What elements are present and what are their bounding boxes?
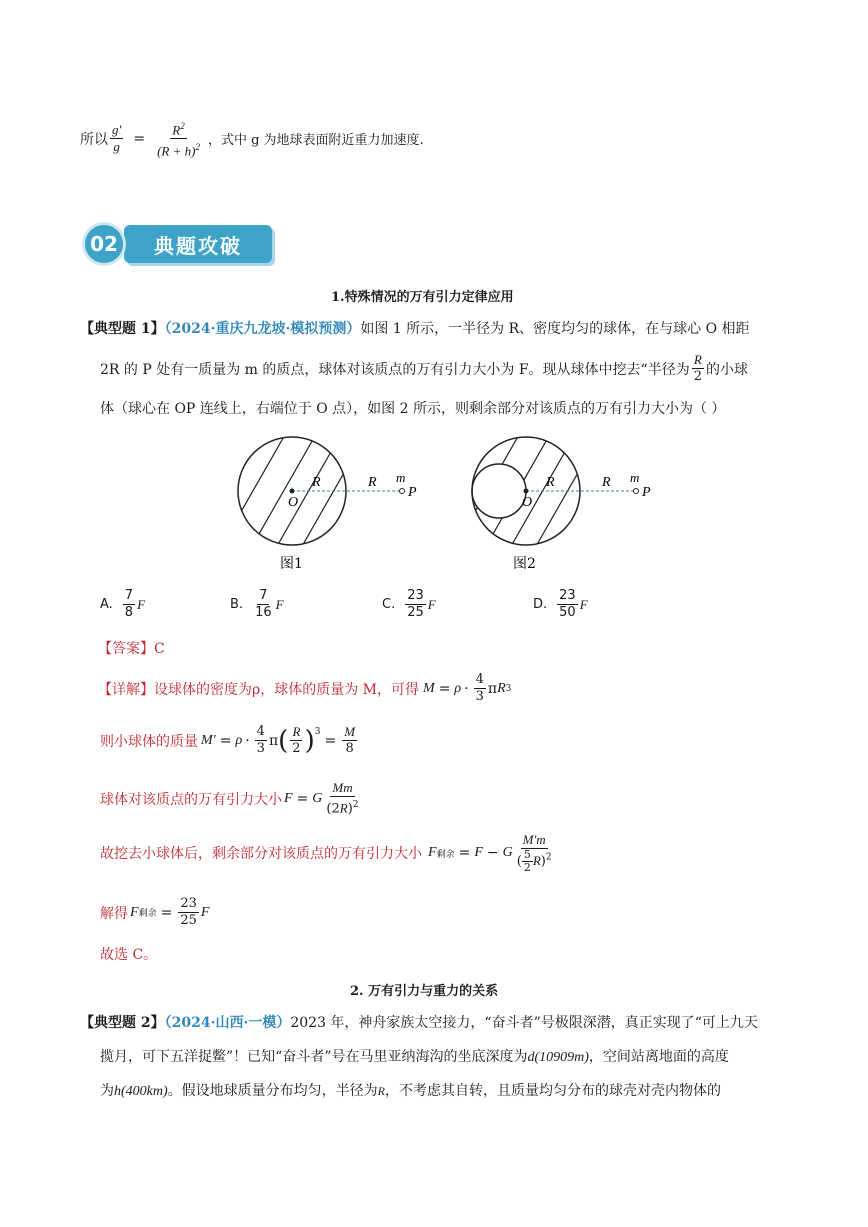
option-c[interactable]: C. $\frac{23}{25}$ F xyxy=(382,588,436,620)
r-half-fraction: $\frac{R}{2}$ xyxy=(693,352,702,384)
section-number: 02 xyxy=(82,222,126,266)
part2-title: 2. 万有引力与重力的关系 xyxy=(350,984,499,999)
fig2-label-R2: R xyxy=(602,475,611,490)
fig1-label-P: P xyxy=(408,485,417,500)
fig2-label-R1: R xyxy=(546,475,555,490)
q2-line2: 揽月，可下五洋捉鳖”！已知“奋斗者”号在马里亚纳海沟的坐底深度为d(10909m)，空间站离地面的高度 xyxy=(100,1049,729,1065)
fig2-caption: 图2 xyxy=(513,556,536,572)
option-b[interactable]: B. $\frac{7}{16}$ F xyxy=(230,588,284,620)
detail-line2: 则小球体的质量 M′ = ρ · $\frac{4}{3}$ π ( $\frac{R}{2}$ ) 3 = $\frac{M}{8}$ xyxy=(100,724,356,756)
fig1-label-O: O xyxy=(288,495,299,510)
intro-suffix: ，式中 g 为地球表面附近重力加速度. xyxy=(207,133,424,149)
q1-tag: 【典型题 1】 xyxy=(80,321,165,337)
q1-line2 xyxy=(100,352,748,385)
r-ratio: $\frac{R^2}{(R + h)^2}$ xyxy=(155,118,202,160)
figure1-sphere xyxy=(230,436,417,576)
q1-text2a: 2R 的 P 处有一质量为 m 的质点，球体对该质点的万有引力大小为 F。现从球体中挖去“半径为 xyxy=(100,361,690,378)
fig1-caption: 图1 xyxy=(280,556,303,572)
detail-line4: 故挖去小球体后，剩余部分对该质点的万有引力大小 F 剩余 = F − G M′m ( $\frac{5}{2}$ R)$^2$ xyxy=(100,832,552,874)
q1-line1 xyxy=(80,318,750,338)
fig2-label-O: O xyxy=(522,495,533,510)
detail-tag: 【详解】 xyxy=(98,681,154,698)
option-d[interactable]: D. $\frac{23}{50}$ F xyxy=(533,588,588,620)
q1-text1: 如图 1 所示，一半径为 R、密度均匀的球体，在与球心 O 相距 xyxy=(360,321,750,337)
answer: 【答案】C xyxy=(98,641,165,657)
detail-line3: 球体对该质点的万有引力大小 F = G $\frac{Mm}{(2R)^2}$ xyxy=(100,780,359,817)
q1-text2b: 的小球 xyxy=(706,361,748,378)
figure-diagrams xyxy=(230,436,680,576)
section-label: 典题攻破 xyxy=(124,225,272,263)
q2-line3: 为h(400km)。假设地球质量分布均匀，半径为R，不考虑其自转，且质量均匀分布的球壳对壳内物体的 xyxy=(100,1083,721,1099)
detail-line6: 故选 C。 xyxy=(100,947,158,963)
fig1-label-R1: R xyxy=(312,475,321,490)
fig2-label-m: m xyxy=(630,470,640,485)
intro-prefix: 所以 xyxy=(80,131,108,148)
fig2-label-P: P xyxy=(642,485,651,500)
q1-line3: 体（球心在 OP 连线上，右端位于 O 点），如图 2 所示，则剩余部分对该质点的万有引力大小为（ ） xyxy=(100,401,726,417)
option-a[interactable]: A. $\frac{7}{8}$ F xyxy=(100,588,146,620)
q2-line1: 【典型题 2】（2024·山西·一模）2023 年，神舟家族太空接力，“奋斗者”号极限深潜，真正实现了“可上九天 xyxy=(80,1015,758,1031)
intro-line: 所以 $\frac{g'}{g}$ = $\frac{R^2}{(R + h)^2}$ ，式中 g 为地球表面附近重力加速度. xyxy=(80,118,424,160)
figure2-sphere xyxy=(419,436,651,576)
q2-source: （2024·山西·一模） xyxy=(164,1015,291,1031)
q1-source: （2024·重庆九龙坡·模拟预测） xyxy=(164,321,361,337)
fig1-label-R2: R xyxy=(368,475,377,490)
g-ratio: $\frac{g'}{g}$ xyxy=(112,122,122,155)
detail-line1: 【详解】 设球体的密度为ρ，球体的质量为 M，可得 M = ρ · $\frac{4}{3}$ π R 3 xyxy=(98,672,512,704)
part1-title: 1.特殊情况的万有引力定律应用 xyxy=(331,290,514,305)
q2-tag: 【典型题 2】 xyxy=(80,1015,165,1031)
section-header xyxy=(82,221,272,267)
detail-line5: 解得 F 剩余 = $\frac{23}{25}$ F xyxy=(100,896,210,928)
fig1-label-m: m xyxy=(396,470,406,485)
